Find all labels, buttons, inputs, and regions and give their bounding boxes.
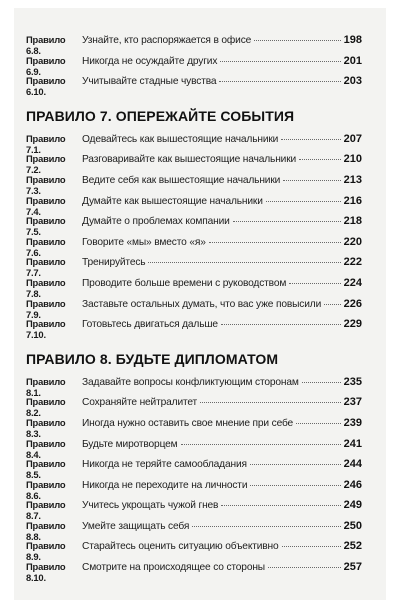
dot-leader: [282, 546, 341, 547]
rule-title: Ведите себя как вышестоящие начальники: [82, 174, 281, 186]
rule-number: Правило 7.7.: [26, 256, 66, 279]
rule-number: Правило 8.2.: [26, 396, 66, 419]
dot-leader: [302, 382, 341, 383]
toc-entry: [26, 540, 362, 561]
toc-entry: [26, 195, 362, 216]
rule-number: Правило 7.4.: [26, 194, 66, 217]
toc-entry: [26, 153, 362, 174]
rule-title: Разговаривайте как вышестоящие начальники: [82, 154, 297, 166]
toc-entry: [26, 256, 362, 277]
toc-entry: [26, 236, 362, 257]
dot-leader: [250, 464, 341, 465]
page-number: 222: [343, 256, 362, 269]
page-number: 207: [343, 132, 362, 145]
rule-number: Правило 7.10.: [26, 318, 66, 341]
toc-entry: [26, 174, 362, 195]
toc-entry: [26, 318, 362, 339]
dot-leader: [296, 423, 341, 424]
page-number: 246: [343, 478, 362, 491]
rule-title: Задавайте вопросы конфликтующим сторонам: [82, 376, 299, 388]
toc-entry: [26, 298, 362, 319]
rule-number: Правило 7.9.: [26, 297, 66, 320]
toc-entry: [26, 561, 362, 582]
toc-entry: [26, 520, 362, 541]
dot-leader: [266, 201, 341, 202]
table-of-contents: [26, 34, 362, 582]
rule-title: Смотрите на происходящее со стороны: [82, 562, 265, 574]
toc-entry: [26, 75, 362, 96]
rule-title: Думайте как вышестоящие начальники: [82, 195, 263, 207]
dot-leader: [283, 180, 340, 181]
rule-number: Правило 7.1.: [26, 132, 66, 155]
page-number: 218: [343, 215, 362, 228]
dot-leader: [181, 444, 341, 445]
toc-entry: [26, 376, 362, 397]
rule-title: Заставьте остальных думать, что вас уже повысили: [82, 298, 322, 310]
dot-leader: [289, 283, 340, 284]
rule-number: Правило 8.3.: [26, 416, 66, 439]
page-number: 213: [343, 173, 362, 186]
rule-number: Правило 6.8.: [26, 34, 66, 56]
dot-leader: [299, 159, 341, 160]
page-number: 201: [343, 54, 362, 67]
rule-number: Правило 6.9.: [26, 54, 66, 77]
rule-title: Готовьтесь двигаться дальше: [82, 319, 218, 331]
page-number: 220: [343, 235, 362, 248]
dot-leader: [254, 40, 340, 41]
rule-number: Правило 8.4.: [26, 437, 66, 460]
rule-number: Правило 8.9.: [26, 540, 66, 563]
rule-number: Правило 7.2.: [26, 153, 66, 176]
rule-title: Одевайтесь как вышестоящие начальники: [82, 133, 279, 145]
toc-entry: [26, 396, 362, 417]
dot-leader: [324, 304, 341, 305]
rule-title: Говорите «мы» вместо «я»: [82, 236, 206, 248]
dot-leader: [221, 505, 340, 506]
rule-title: Проводите больше времени с руководством: [82, 277, 287, 289]
rule-number: Правило 7.5.: [26, 215, 66, 238]
page-number: 210: [343, 153, 362, 166]
page-number: 224: [343, 276, 362, 289]
rule-title: Никогда не осуждайте других: [82, 55, 218, 67]
dot-leader: [200, 402, 341, 403]
rule-title: Умейте защищать себя: [82, 520, 190, 532]
toc-entry: [26, 499, 362, 520]
page-number: 235: [343, 375, 362, 388]
page-number: 244: [343, 458, 362, 471]
rule-title: Сохраняйте нейтралитет: [82, 397, 198, 409]
dot-leader: [148, 262, 340, 263]
toc-entry: [26, 34, 362, 55]
rule-number: Правило 8.6.: [26, 478, 66, 501]
rule-number: Правило 8.1.: [26, 375, 66, 398]
rule-number: Правило 8.5.: [26, 458, 66, 481]
rule-title: Узнайте, кто распоряжается в офисе: [82, 35, 252, 46]
dot-leader: [268, 567, 341, 568]
page-number: 250: [343, 519, 362, 532]
rule-title: Тренируйтесь: [82, 257, 146, 269]
page-number: 237: [343, 396, 362, 409]
toc-entry: [26, 458, 362, 479]
page-number: 249: [343, 499, 362, 512]
rule-number: Правило 8.7.: [26, 499, 66, 522]
rule-title: Думайте о проблемах компании: [82, 216, 230, 228]
rule-number: Правило 8.10.: [26, 561, 66, 584]
page-number: 226: [343, 297, 362, 310]
toc-entry: [26, 133, 362, 154]
section-heading: ПРАВИЛО 7. ОПЕРЕЖАЙТЕ СОБЫТИЯ: [26, 107, 295, 124]
rule-title: Никогда не теряйте самообладания: [82, 459, 247, 471]
toc-entry: [26, 438, 362, 459]
toc-entry: [26, 215, 362, 236]
dot-leader: [219, 81, 340, 82]
rule-title: Иногда нужно оставить свое мнение при себе: [82, 417, 294, 429]
toc-entry: [26, 55, 362, 76]
rule-number: Правило 8.8.: [26, 519, 66, 542]
rule-number: Правило 7.8.: [26, 276, 66, 299]
page-number: 241: [343, 437, 362, 450]
page-number: 252: [343, 540, 362, 553]
toc-entry: [26, 277, 362, 298]
rule-number: Правило 7.6.: [26, 235, 66, 258]
rule-title: Учитесь укрощать чужой гнев: [82, 500, 219, 512]
rule-title: Будьте миротворцем: [82, 438, 178, 450]
toc-entry: [26, 479, 362, 500]
rule-title: Старайтесь оценить ситуацию объективно: [82, 541, 279, 553]
rule-number: Правило 6.10.: [26, 75, 66, 98]
page-number: 203: [343, 75, 362, 88]
dot-leader: [281, 139, 340, 140]
dot-leader: [250, 485, 340, 486]
rule-number: Правило 7.3.: [26, 173, 66, 196]
page-number: 216: [343, 194, 362, 207]
dot-leader: [209, 242, 341, 243]
rule-title: Учитывайте стадные чувства: [82, 76, 217, 88]
toc-entry: [26, 417, 362, 438]
dot-leader: [221, 324, 341, 325]
page-number: 198: [343, 34, 362, 46]
page-number: 229: [343, 318, 362, 331]
dot-leader: [233, 221, 341, 222]
rule-title: Никогда не переходите на личности: [82, 479, 248, 491]
page-number: 257: [343, 561, 362, 574]
dot-leader: [192, 526, 340, 527]
dot-leader: [220, 61, 340, 62]
section-heading: ПРАВИЛО 8. БУДЬТЕ ДИПЛОМАТОМ: [26, 350, 279, 367]
page-number: 239: [343, 416, 362, 429]
